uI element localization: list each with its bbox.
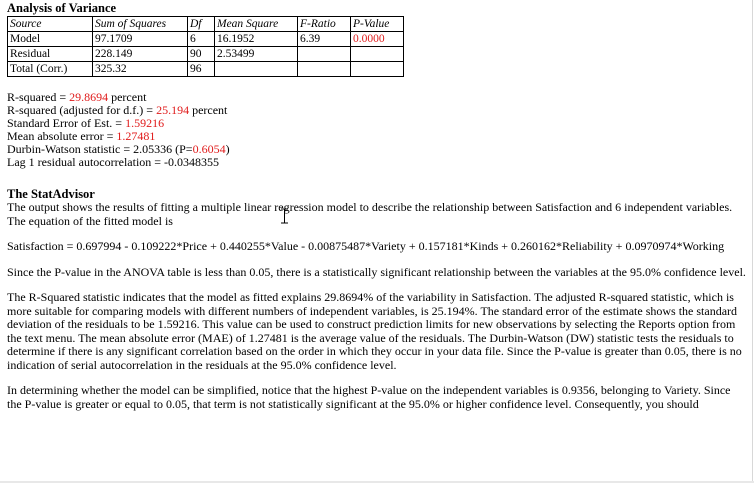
r-squared-value: 29.8694	[69, 90, 109, 104]
header-f-ratio: F-Ratio	[298, 17, 351, 32]
advisor-paragraph-anova: Since the P-value in the ANOVA table is less than 0.05, there is a statistically significant relationship between the variables at the 95.0% confidence level.	[7, 264, 746, 279]
header-source: Source	[8, 17, 93, 32]
header-sum-of-squares: Sum of Squares	[93, 17, 188, 32]
r-squared-unit: percent	[108, 90, 147, 104]
r-squared-adj-value: 25.194	[156, 103, 190, 117]
table-cell: 90	[188, 47, 215, 62]
fitted-equation: Satisfaction = 0.697994 - 0.109222*Price + 0.440255*Value - 0.00875487*Variety + 0.157181*Kinds + 0.260162*Reliability + 0.0970974*Working	[7, 239, 725, 253]
lag1-autocorrelation-line: Lag 1 residual autocorrelation = -0.0348355	[7, 155, 220, 169]
table-cell: 228.149	[93, 47, 188, 62]
header-df: Df	[188, 17, 215, 32]
table-cell: Model	[8, 32, 93, 47]
header-mean-square: Mean Square	[215, 17, 298, 32]
table-cell: 6.39	[298, 32, 351, 47]
anova-header-row	[8, 17, 404, 32]
table-row	[8, 62, 404, 77]
table-cell: 6	[188, 32, 215, 47]
table-cell: 2.53499	[215, 47, 298, 62]
pane-right-border	[752, 0, 753, 483]
table-row	[8, 32, 404, 47]
durbin-watson-label: Durbin-Watson statistic = 2.05336 (P=	[7, 142, 193, 156]
table-cell	[298, 62, 351, 77]
mae-label: Mean absolute error =	[7, 129, 117, 143]
durbin-watson-p: 0.6054	[192, 142, 226, 156]
regression-stats	[7, 91, 747, 169]
table-cell: 325.32	[93, 62, 188, 77]
std-error-label: Standard Error of Est. =	[7, 116, 126, 130]
table-cell: 96	[188, 62, 215, 77]
r-squared-label: R-squared =	[7, 90, 70, 104]
advisor-paragraph-intro: The output shows the results of fitting a multiple linear regression model to describe the relationship between Satisfaction and 6 independent variables. The equation of the fitted model is	[7, 200, 733, 228]
table-cell: 97.1709	[93, 32, 188, 47]
table-cell: 16.1952	[215, 32, 298, 47]
table-cell	[351, 47, 404, 62]
table-cell	[298, 47, 351, 62]
model-p-value: 0.0000	[351, 32, 404, 47]
table-cell	[215, 62, 298, 77]
table-cell	[351, 62, 404, 77]
header-p-value: P-Value	[351, 17, 404, 32]
durbin-watson-close: )	[225, 142, 230, 156]
statadvisor-title: The StatAdvisor	[7, 187, 95, 201]
statadvisor-text	[7, 201, 747, 411]
anova-title: Analysis of Variance	[7, 1, 117, 15]
anova-table	[7, 16, 404, 77]
r-squared-adj-unit: percent	[189, 103, 228, 117]
output-content	[7, 0, 747, 423]
r-squared-adj-label: R-squared (adjusted for d.f.) =	[7, 103, 157, 117]
advisor-paragraph-rsquared: The R-Squared statistic indicates that the model as fitted explains 29.8694% of the variability in Satisfaction. The adjusted R-squared statistic, which is more suitable for comparing models with different numbers of independent variables, is 25.194%. The standard error of the estimate shows the standard deviation of the residuals to be 1.59216. This value can be used to construct prediction limits for new observations by selecting the Reports option from the text menu. The mean absolute error (MAE) of 1.27481 is the average value of the residuals. The Durbin-Watson (DW) statistic tests the residuals to determine if there is any significant correlation based on the order in which they occur in your data file. Since the P-value is greater than 0.05, there is no indication of serial autocorrelation in the residuals at the 95.0% confidence level.	[7, 290, 742, 372]
table-row	[8, 47, 404, 62]
table-cell: Total (Corr.)	[8, 62, 93, 77]
std-error-value: 1.59216	[125, 116, 165, 130]
advisor-paragraph-simplify: In determining whether the model can be simplified, notice that the highest P-value on the independent variables is 0.9356, belonging to Variety. Since the P-value is greater or equal to 0.05, that term is not statistically significant at the 95.0% or higher confidence level. Consequently, you should	[7, 383, 731, 411]
mae-value: 1.27481	[116, 129, 156, 143]
text-cursor-icon	[280, 208, 289, 224]
table-cell: Residual	[8, 47, 93, 62]
